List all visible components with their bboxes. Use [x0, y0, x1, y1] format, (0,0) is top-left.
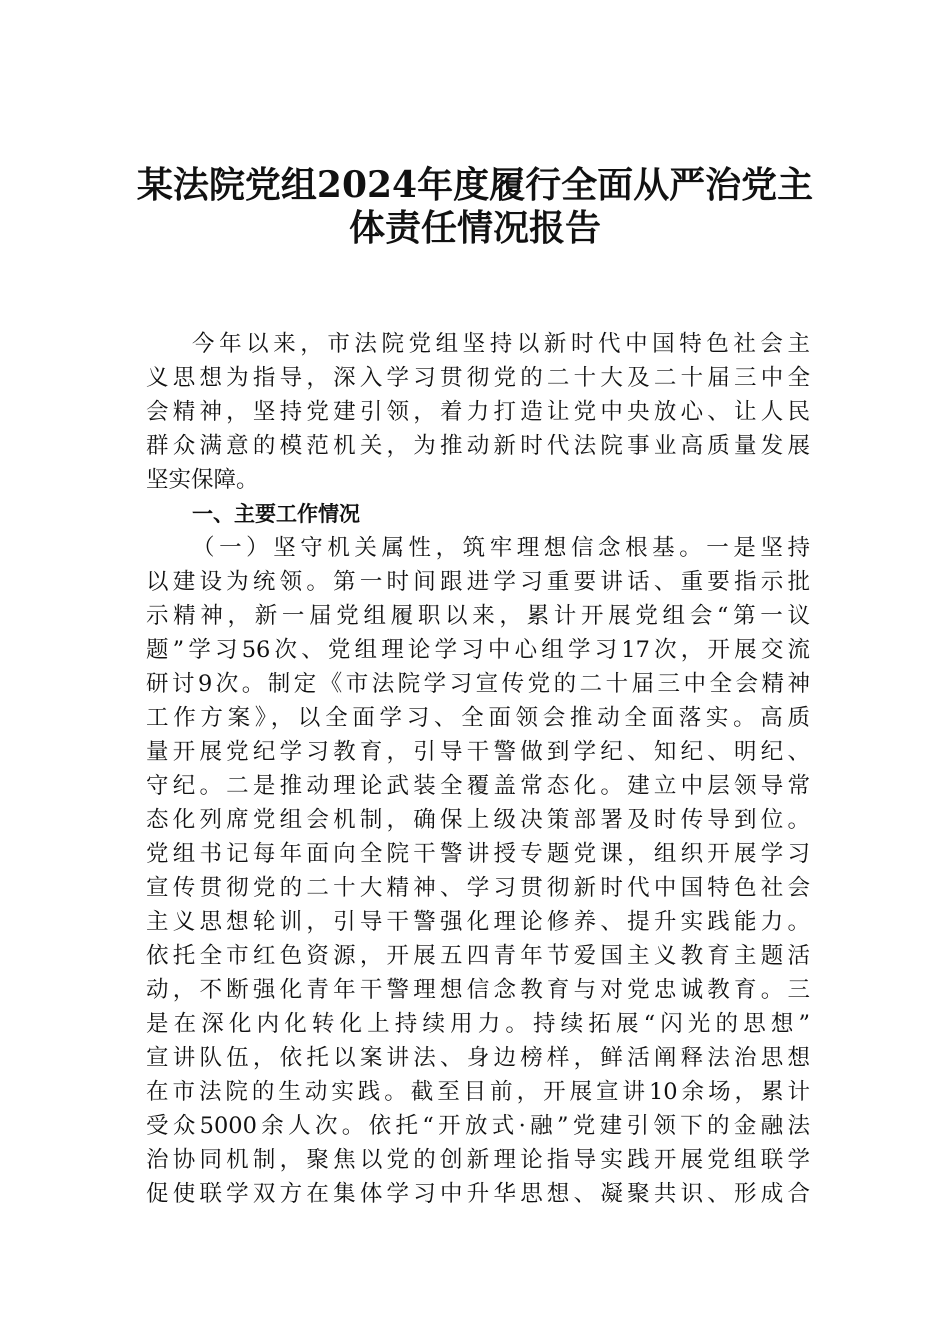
section-line: 党组书记每年面向全院干警讲授专题党课，组织开展学习: [146, 841, 810, 867]
section-line: 是在深化内化转化上持续用力。持续拓展“闪光的思想”: [146, 1011, 810, 1037]
section-heading: 一、主要工作情况: [192, 502, 360, 526]
section-line: 以建设为统领。第一时间跟进学习重要讲话、重要指示批: [146, 569, 810, 595]
section-line: 宣传贯彻党的二十大精神、学习贯彻新时代中国特色社会: [146, 875, 810, 901]
document-body: [146, 327, 810, 1211]
section-line: （一）坚守机关属性，筑牢理想信念根基。一是坚持: [192, 535, 810, 561]
intro-line: 义思想为指导，深入学习贯彻党的二十大及二十届三中全: [146, 365, 810, 391]
section-line: 宣讲队伍，依托以案讲法、身边榜样，鲜活阐释法治思想: [146, 1045, 810, 1071]
section-line: 治协同机制，聚焦以党的创新理论指导实践开展党组联学: [146, 1147, 810, 1173]
section-line: 在市法院的生动实践。截至目前，开展宣讲10余场，累计: [146, 1079, 810, 1105]
intro-line: 会精神，坚持党建引领，着力打造让党中央放心、让人民: [146, 399, 810, 425]
intro-line: 坚实保障。: [146, 467, 259, 493]
section-line: 态化列席党组会机制，确保上级决策部署及时传导到位。: [146, 807, 810, 833]
section-line: 主义思想轮训，引导干警强化理论修养、提升实践能力。: [146, 909, 810, 935]
section-line: 示精神，新一届党组履职以来，累计开展党组会“第一议: [146, 603, 810, 629]
intro-line: 群众满意的模范机关，为推动新时代法院事业高质量发展: [146, 433, 810, 459]
section-line: 促使联学双方在集体学习中升华思想、凝聚共识、形成合: [146, 1181, 810, 1207]
document-title-line-2: 体责任情况报告: [348, 207, 601, 249]
document-title-line-1: 某法院党组2024年度履行全面从严治党主: [136, 164, 814, 206]
section-line: 守纪。二是推动理论武装全覆盖常态化。建立中层领导常: [146, 773, 810, 799]
section-line: 量开展党纪学习教育，引导干警做到学纪、知纪、明纪、: [146, 739, 810, 765]
section-line: 受众5000余人次。依托“开放式·融”党建引领下的金融法: [146, 1113, 810, 1139]
section-line: 依托全市红色资源，开展五四青年节爱国主义教育主题活: [146, 943, 810, 969]
intro-line: 今年以来，市法院党组坚持以新时代中国特色社会主: [192, 331, 810, 357]
section-line: 工作方案》，以全面学习、全面领会推动全面落实。高质: [146, 705, 810, 731]
section-line: 研讨9次。制定《市法院学习宣传党的二十届三中全会精神: [146, 671, 810, 697]
section-line: 题”学习56次、党组理论学习中心组学习17次，开展交流: [146, 637, 810, 663]
section-line: 动，不断强化青年干警理想信念教育与对党忠诚教育。三: [146, 977, 810, 1003]
